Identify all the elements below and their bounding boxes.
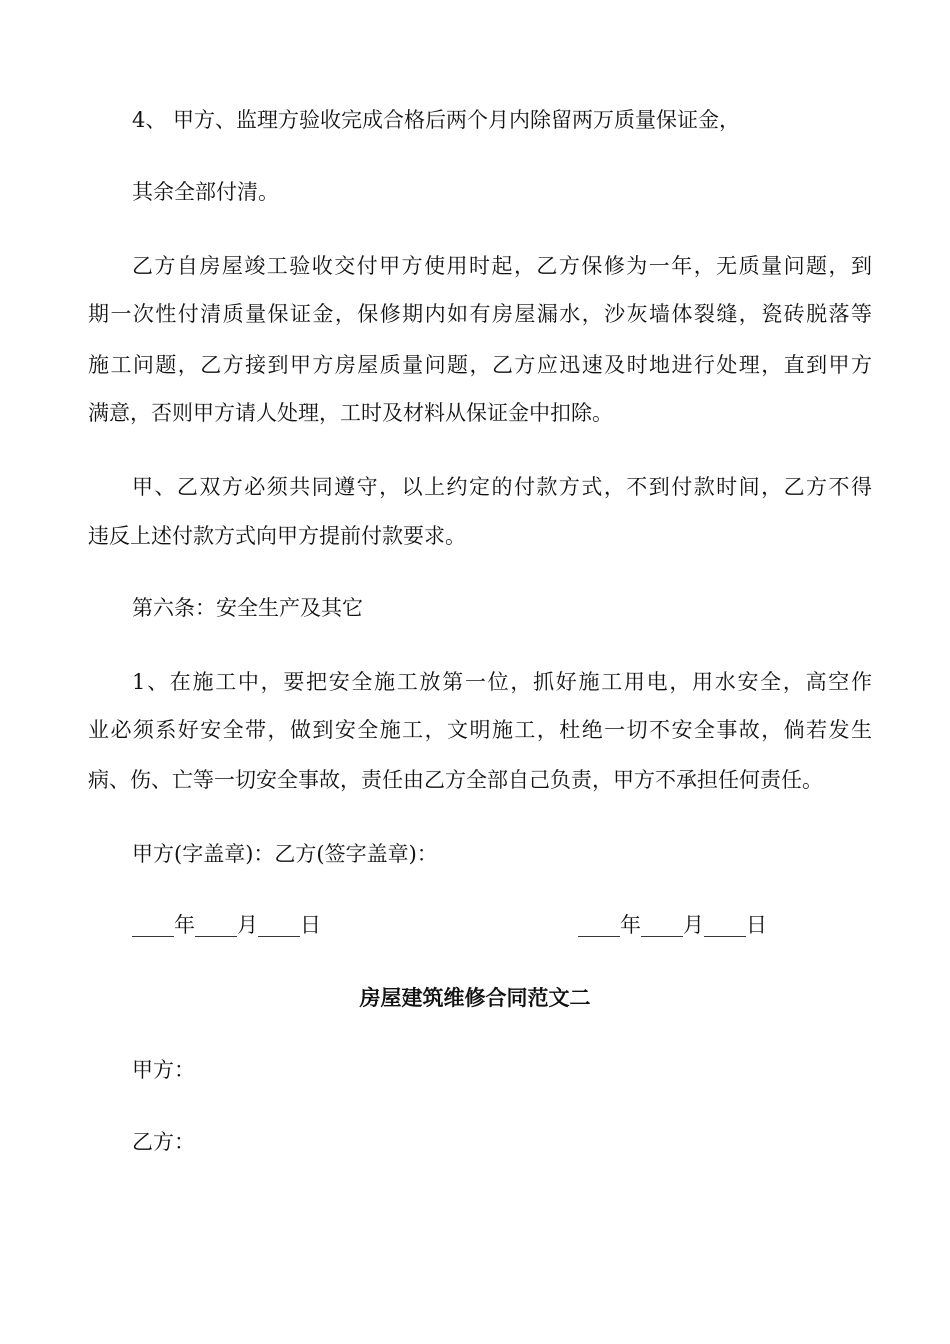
paragraph-line: 施工问题，乙方接到甲方房屋质量问题，乙方应迅速及时地进行处理，直到甲方: [88, 353, 872, 377]
document-title: 房屋建筑维修合同范文二: [359, 985, 591, 1010]
paragraph-line: 违反上述付款方式向甲方提前付款要求。: [88, 524, 466, 548]
section-heading: 第六条：安全生产及其它: [132, 596, 363, 620]
paragraph-line: 期一次性付清质量保证金，保修期内如有房屋漏水，沙灰墙体裂缝，瓷砖脱落等: [88, 302, 872, 326]
paragraph-line: 1、在施工中，要把安全施工放第一位，抓好施工用电，用水安全，高空作: [132, 670, 872, 694]
paragraph-line: 4、 甲方、监理方验收完成合格后两个月内除留两万质量保证金，: [132, 108, 741, 132]
date-right: ____年____月____日: [578, 913, 767, 937]
party-b-label: 乙方：: [132, 1130, 195, 1154]
paragraph-line: 其余全部付清。: [132, 180, 279, 204]
paragraph-line: 甲、乙双方必须共同遵守，以上约定的付款方式，不到付款时间，乙方不得: [132, 475, 872, 499]
party-a-label: 甲方：: [132, 1058, 195, 1082]
paragraph-line: 业必须系好安全带，做到安全施工，文明施工，杜绝一切不安全事故，倘若发生: [88, 718, 872, 742]
date-left: ____年____月____日: [132, 913, 321, 937]
paragraph-line: 满意，否则甲方请人处理，工时及材料从保证金中扣除。: [88, 401, 613, 425]
paragraph-line: 病、伤、亡等一切安全事故，责任由乙方全部自己负责，甲方不承担任何责任。: [88, 768, 823, 792]
signature-line: 甲方(字盖章)：乙方(签字盖章)：: [132, 842, 438, 866]
paragraph-line: 乙方自房屋竣工验收交付甲方使用时起，乙方保修为一年，无质量问题，到: [132, 254, 872, 278]
